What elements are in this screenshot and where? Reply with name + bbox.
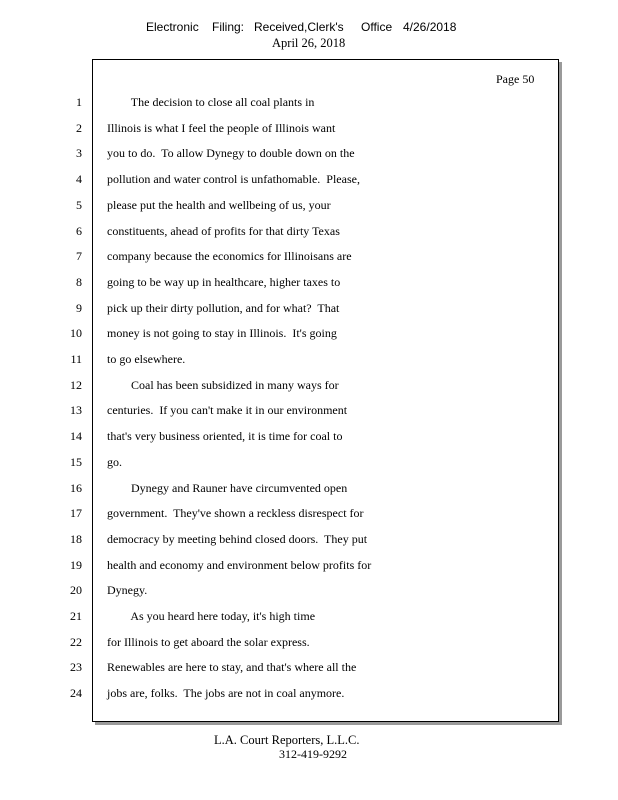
- line-text: The decision to close all coal plants in: [107, 95, 315, 109]
- line-number: 12: [70, 378, 82, 392]
- line-text: Coal has been subsidized in many ways for: [107, 378, 339, 392]
- line-number: 23: [70, 660, 82, 674]
- line-number: 7: [76, 249, 82, 263]
- line-number: 13: [70, 403, 82, 417]
- line-number: 22: [70, 635, 82, 649]
- line-text: company because the economics for Illinoisans are: [107, 249, 352, 263]
- stamp-office: Office: [361, 20, 393, 34]
- line-number: 4: [76, 172, 82, 186]
- filing-date: April 26, 2018: [272, 36, 346, 50]
- line-number: 20: [70, 583, 82, 597]
- line-number: 21: [70, 609, 82, 623]
- stamp-received: Received,Clerk's: [254, 20, 344, 34]
- line-number: 19: [70, 558, 82, 572]
- line-text: Renewables are here to stay, and that's where all the: [107, 660, 357, 674]
- line-number: 6: [76, 224, 82, 238]
- line-text: Illinois is what I feel the people of Illinois want: [107, 121, 336, 135]
- line-text: democracy by meeting behind closed doors. They put: [107, 532, 368, 546]
- line-number: 8: [76, 275, 82, 289]
- line-number: 16: [70, 481, 82, 495]
- line-number: 11: [70, 352, 82, 366]
- line-text: that's very business oriented, it is time for coal to: [107, 429, 343, 443]
- line-text: money is not going to stay in Illinois. It's going: [107, 326, 337, 340]
- line-text: As you heard here today, it's high time: [107, 609, 316, 623]
- line-text: for Illinois to get aboard the solar express.: [107, 635, 310, 649]
- line-text: go.: [107, 455, 122, 469]
- line-text: constituents, ahead of profits for that dirty Texas: [107, 224, 340, 238]
- page-number: Page 50: [496, 72, 535, 86]
- line-number: 14: [70, 429, 82, 443]
- line-number: 17: [70, 506, 82, 520]
- line-text: please put the health and wellbeing of us, your: [107, 198, 331, 212]
- line-number: 5: [76, 198, 82, 212]
- line-text: you to do. To allow Dynegy to double down on the: [107, 146, 355, 160]
- line-number: 9: [76, 301, 82, 315]
- line-number: 10: [70, 326, 82, 340]
- stamp-date: 4/26/2018: [403, 20, 457, 34]
- line-text: pollution and water control is unfathomable. Please,: [107, 172, 360, 186]
- line-text: health and economy and environment below profits for: [107, 558, 372, 572]
- line-number: 18: [70, 532, 82, 546]
- stamp-electronic: Electronic: [146, 20, 199, 34]
- line-number: 15: [70, 455, 82, 469]
- line-text: pick up their dirty pollution, and for what? That: [107, 301, 340, 315]
- stamp-filing: Filing:: [212, 20, 245, 34]
- line-number: 24: [70, 686, 82, 700]
- line-number: 3: [76, 146, 82, 160]
- line-number: 2: [76, 121, 82, 135]
- footer-company: L.A. Court Reporters, L.L.C.: [214, 733, 360, 747]
- line-text: Dynegy and Rauner have circumvented open: [107, 481, 348, 495]
- line-text: Dynegy.: [107, 583, 148, 597]
- line-text: going to be way up in healthcare, higher taxes to: [107, 275, 341, 289]
- line-number: 1: [76, 95, 82, 109]
- footer-phone: 312-419-9292: [279, 747, 347, 761]
- line-text: jobs are, folks. The jobs are not in coal anymore.: [107, 686, 345, 700]
- line-text: to go elsewhere.: [107, 352, 186, 366]
- line-text: centuries. If you can't make it in our environment: [107, 403, 348, 417]
- line-text: government. They've shown a reckless disrespect for: [107, 506, 364, 520]
